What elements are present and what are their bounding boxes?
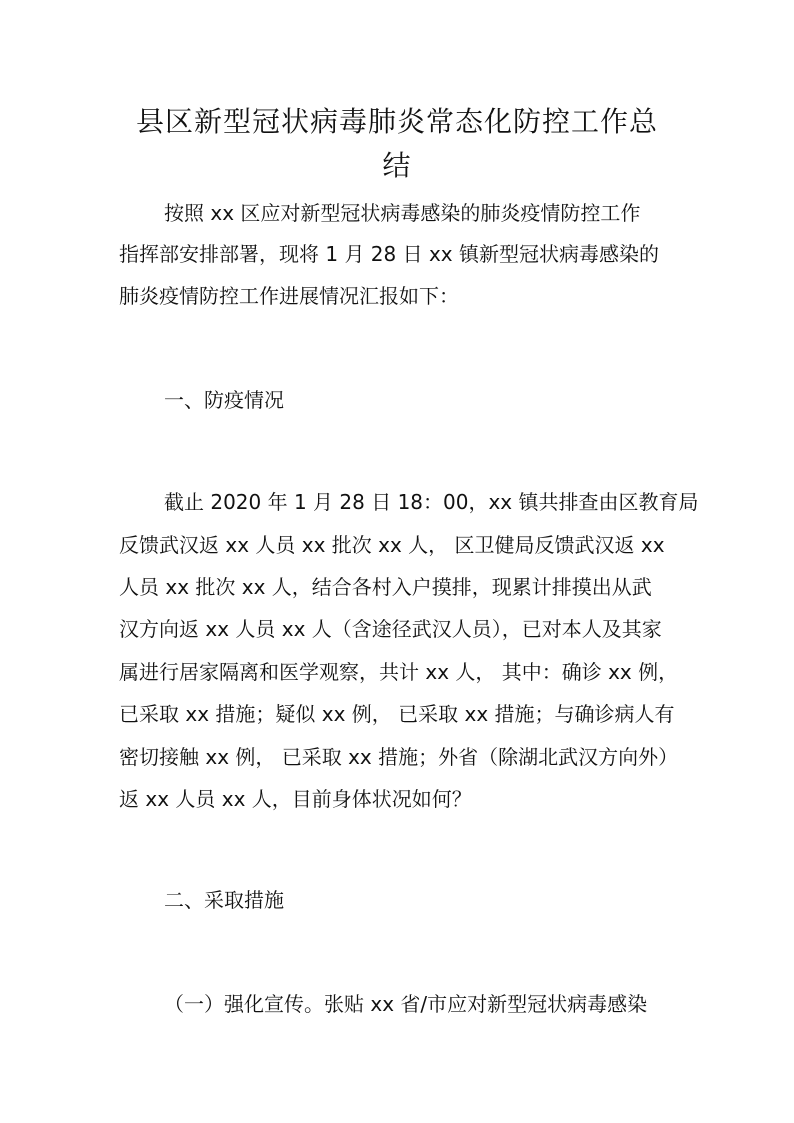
section1-line: 人员 xx 批次 xx 人，结合各村入户摸排，现累计排摸出从武 — [119, 575, 652, 599]
section-heading-2: 二、采取措施 — [164, 888, 284, 912]
intro-line: 指挥部安排部署，现将 1 月 28 日 xx 镇新型冠状病毒感染的 — [119, 242, 659, 266]
document-title-line-1: 县区新型冠状病毒肺炎常态化防控工作总 — [135, 105, 658, 138]
section2-line: （一）强化宣传。张贴 xx 省/市应对新型冠状病毒感染 — [164, 992, 648, 1016]
section1-line: 截止 2020 年 1 月 28 日 18：00，xx 镇共排查由区教育局 — [164, 490, 699, 514]
section1-line: 返 xx 人员 xx 人，目前身体状况如何？ — [119, 787, 472, 811]
section-heading-1: 一、防疫情况 — [164, 388, 284, 412]
intro-line: 肺炎疫情防控工作进展情况汇报如下： — [119, 284, 459, 308]
intro-line: 按照 xx 区应对新型冠状病毒感染的肺炎疫情防控工作 — [164, 201, 641, 225]
section1-line: 汉方向返 xx 人员 xx 人（含途径武汉人员），已对本人及其家 — [119, 617, 662, 641]
section1-line: 已采取 xx 措施；疑似 xx 例， 已采取 xx 措施；与确诊病人有 — [119, 702, 675, 726]
section1-line: 属进行居家隔离和医学观察，共计 xx 人， 其中：确诊 xx 例， — [119, 660, 679, 684]
section1-line: 反馈武汉返 xx 人员 xx 批次 xx 人， 区卫健局反馈武汉返 xx — [119, 533, 665, 557]
section1-line: 密切接触 xx 例， 已采取 xx 措施；外省（除湖北武汉方向外） — [119, 745, 679, 769]
document-title-line-2: 结 — [382, 149, 412, 182]
